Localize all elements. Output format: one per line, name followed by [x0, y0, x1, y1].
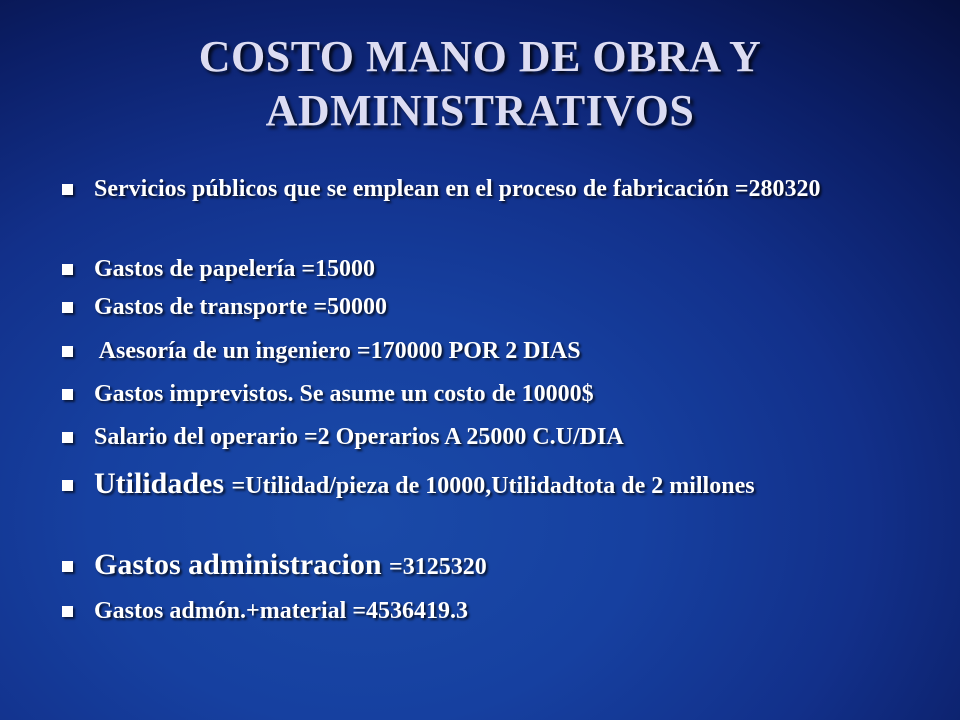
slide-title: COSTO MANO DE OBRA Y ADMINISTRATIVOS: [198, 32, 762, 135]
square-bullet-icon: [62, 302, 73, 313]
bullet-text: Gastos admón.+material =4536419.3: [94, 598, 469, 624]
bullet-item: [60, 337, 890, 365]
bullet-item: [60, 549, 890, 583]
bullet-item: [60, 597, 890, 625]
bullet-text: Servicios públicos que se emplean en el proceso de fabricación =280320: [94, 176, 821, 202]
square-bullet-icon: [62, 480, 73, 491]
square-bullet-icon: [62, 346, 73, 357]
bullet-lead: Utilidades: [94, 467, 232, 500]
bullet-item: [60, 380, 890, 408]
square-bullet-icon: [62, 606, 73, 617]
bullet-text: [94, 468, 890, 502]
bullet-item: [60, 468, 890, 502]
square-bullet-icon: [62, 561, 73, 572]
bullet-item: [60, 175, 890, 203]
bullet-text: Gastos de transporte =50000: [94, 294, 387, 320]
square-bullet-icon: [62, 264, 73, 275]
bullet-detail: =3125320: [389, 554, 487, 580]
bullet-text: Gastos imprevistos. Se asume un costo de 10000$: [94, 381, 594, 407]
bullet-item: [60, 293, 890, 321]
bullet-lead: Gastos administracion: [94, 548, 390, 581]
bullet-item: [60, 423, 890, 451]
bullet-text: Salario del operario =2 Operarios A 25000 C.U/DIA: [94, 424, 624, 450]
bullet-text: Gastos de papelería =15000: [94, 256, 376, 282]
bullet-text: [94, 549, 890, 583]
bullet-detail: =Utilidad/pieza de 10000,Utilidadtota de 2 millones: [231, 473, 755, 499]
bullet-text: Asesoría de un ingeniero =170000 POR 2 DIAS: [94, 338, 581, 364]
square-bullet-icon: [62, 432, 73, 443]
square-bullet-icon: [62, 389, 73, 400]
square-bullet-icon: [62, 184, 73, 195]
bullet-item: [60, 255, 890, 283]
